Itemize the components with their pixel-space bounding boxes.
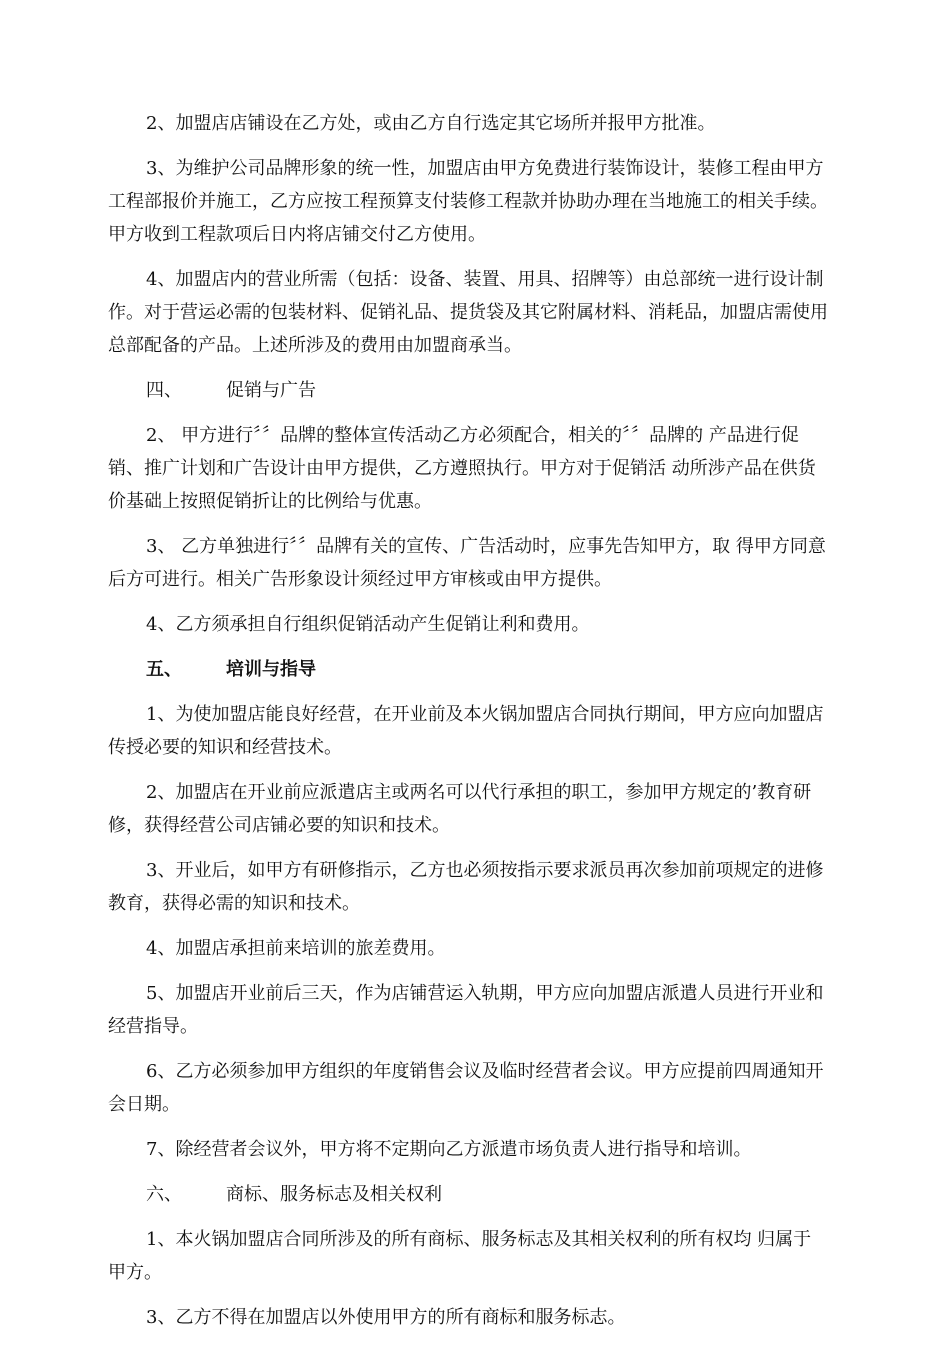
clause-paragraph: 4、加盟店承担前来培训的旅差费用。 xyxy=(146,938,446,959)
clause-paragraph: 3、乙方不得在加盟店以外使用甲方的所有商标和服务标志。 xyxy=(146,1307,626,1328)
clause-paragraph: 1、本火锅加盟店合同所涉及的所有商标、服务标志及其相关权利的所有权均 归属于甲方。 xyxy=(108,1229,812,1283)
clause-paragraph: 2、 甲方进行〞〞品牌的整体宣传活动乙方必须配合，相关的〞〞品牌的 产品进行促销、推广计划和广告设计由甲方提供，乙方遵照执行。甲方对于促销活 动所涉产品在供货价基础上按照促销折让的比例给与优惠。 xyxy=(108,425,816,512)
clause-paragraph: 4、加盟店内的营业所需（包括：设备、装置、用具、招牌等）由总部统一进行设计制作。对于营运必需的包装材料、促销礼品、提货袋及其它附属材料、消耗品，加盟店需使用总部配备的产品。上述所涉及的费用由加盟商承当。 xyxy=(108,269,828,356)
section-heading-promotion xyxy=(108,374,828,407)
section-heading-trademark xyxy=(108,1178,828,1211)
clause-paragraph: 2、加盟店店铺设在乙方处，或由乙方自行选定其它场所并报甲方批准。 xyxy=(146,113,716,134)
section-number: 六、 xyxy=(146,1184,182,1205)
section-title: 培训与指导 xyxy=(226,659,316,680)
section-title: 商标、服务标志及相关权利 xyxy=(226,1184,442,1205)
clause-paragraph: 3、 乙方单独进行〞〞品牌有关的宣传、广告活动时，应事先告知甲方，取 得甲方同意后方可进行。相关广告形象设计须经过甲方审核或由甲方提供。 xyxy=(108,536,826,590)
clause-paragraph: 3、开业后，如甲方有研修指示，乙方也必须按指示要求派员再次参加前项规定的进修教育，获得必需的知识和技术。 xyxy=(108,860,824,914)
clause-paragraph: 7、除经营者会议外，甲方将不定期向乙方派遣市场负责人进行指导和培训。 xyxy=(146,1139,752,1160)
section-number: 四、 xyxy=(146,380,182,401)
clause-paragraph: 5、加盟店开业前后三天，作为店铺营运入轨期，甲方应向加盟店派遣人员进行开业和经营指导。 xyxy=(108,983,824,1037)
section-heading-training xyxy=(108,653,828,686)
section-number: 五、 xyxy=(146,659,182,680)
document-body xyxy=(108,107,828,1346)
section-title: 促销与广告 xyxy=(226,380,316,401)
clause-paragraph: 1、为使加盟店能良好经营，在开业前及本火锅加盟店合同执行期间，甲方应向加盟店传授必要的知识和经营技术。 xyxy=(108,704,824,758)
clause-paragraph: 4、乙方须承担自行组织促销活动产生促销让利和费用。 xyxy=(146,614,590,635)
clause-paragraph: 3、为维护公司品牌形象的统一性，加盟店由甲方免费进行装饰设计，装修工程由甲方工程部报价并施工，乙方应按工程预算支付装修工程款并协助办理在当地施工的相关手续。甲方收到工程款项后日内将店铺交付乙方使用。 xyxy=(108,158,828,245)
clause-paragraph: 2、加盟店在开业前应派遣店主或两名可以代行承担的职工，参加甲方规定的’教育研修，获得经营公司店铺必要的知识和技术。 xyxy=(108,782,812,836)
clause-paragraph: 6、乙方必须参加甲方组织的年度销售会议及临时经营者会议。甲方应提前四周通知开会日期。 xyxy=(108,1061,824,1115)
